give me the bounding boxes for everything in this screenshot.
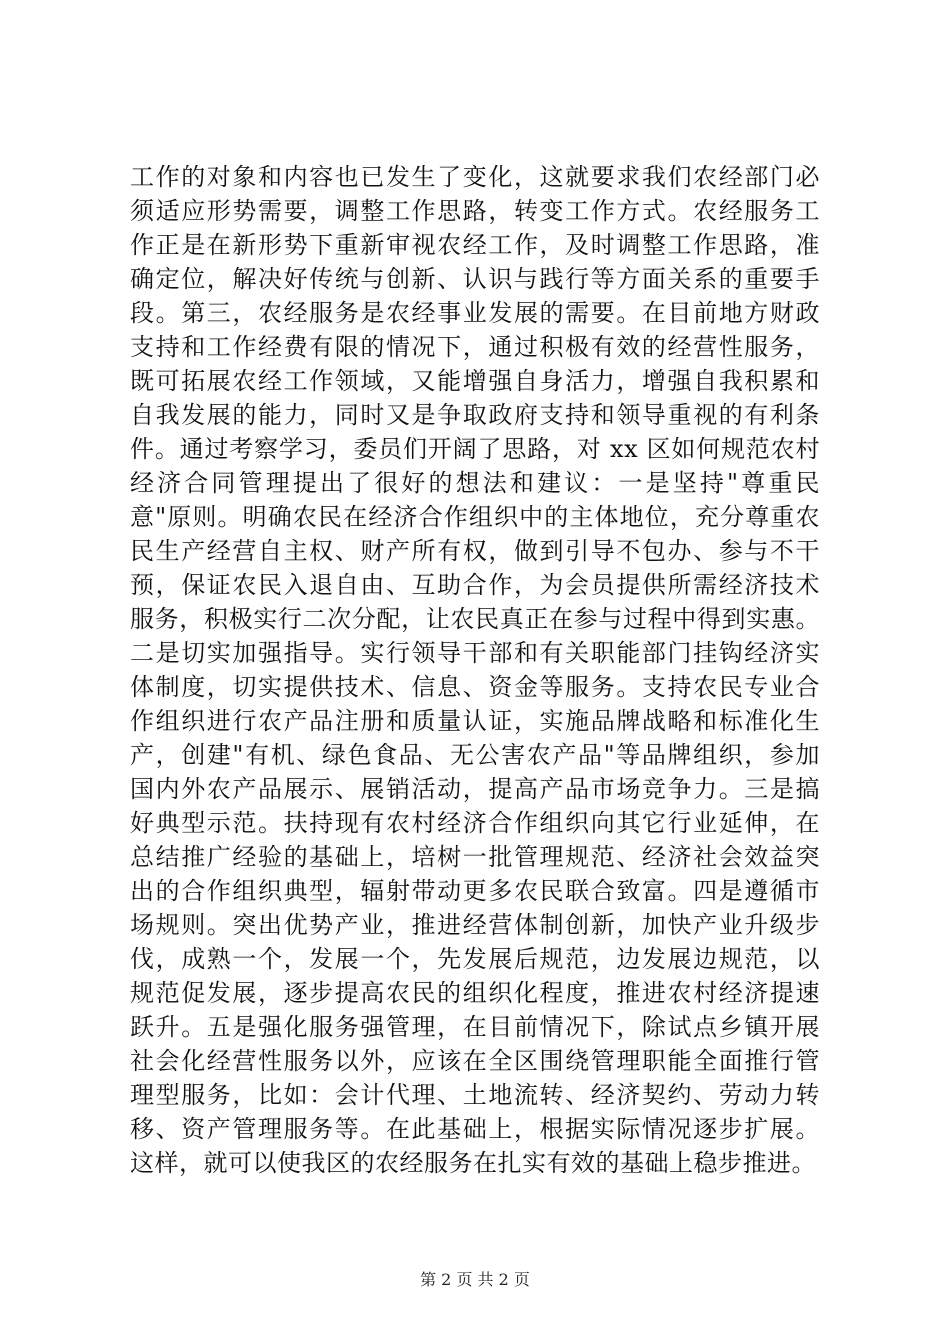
- text-line: 作正是在新形势下重新审视农经工作，及时调整工作思路，准: [130, 231, 820, 259]
- text-line: 预，保证农民入退自由、互助合作，为会员提供所需经济技术: [130, 571, 820, 599]
- text-line: 规范促发展，逐步提高农民的组织化程度，推进农村经济提速: [130, 979, 820, 1007]
- text-line: 场规则。突出优势产业，推进经营体制创新，加快产业升级步: [130, 911, 820, 939]
- text-line: 既可拓展农经工作领域，又能增强自身活力，增强自我积累和: [130, 367, 820, 395]
- text-line: 段。第三，农经服务是农经事业发展的需要。在目前地方财政: [130, 299, 820, 327]
- text-line: 体制度，切实提供技术、信息、资金等服务。支持农民专业合: [130, 673, 820, 701]
- text-line: 好典型示范。扶持现有农村经济合作组织向其它行业延伸，在: [130, 809, 820, 837]
- text-line: 工作的对象和内容也已发生了变化，这就要求我们农经部门必: [130, 163, 820, 191]
- text-line: 这样，就可以使我区的农经服务在扎实有效的基础上稳步推进。: [130, 1149, 816, 1177]
- text-line: 民生产经营自主权、财产所有权，做到引导不包办、参与不干: [130, 537, 820, 565]
- page-footer: [0, 1270, 950, 1290]
- text-line: 出的合作组织典型，辐射带动更多农民联合致富。四是遵循市: [130, 877, 820, 905]
- text-line: 理型服务，比如：会计代理、土地流转、经济契约、劳动力转: [130, 1081, 820, 1109]
- body-text: [130, 160, 820, 1180]
- text-line: 须适应形势需要，调整工作思路，转变工作方式。农经服务工: [130, 197, 820, 225]
- text-line: 支持和工作经费有限的情况下，通过积极有效的经营性服务，: [130, 333, 820, 361]
- text-line: 意"原则。明确农民在经济合作组织中的主体地位，充分尊重农: [130, 503, 820, 531]
- text-line: 经济合同管理提出了很好的想法和建议：一是坚持"尊重民: [130, 469, 820, 497]
- page-number-label: 第 2 页 共 2 页: [420, 1270, 530, 1289]
- text-line: 件。通过考察学习，委员们开阔了思路，对 xx 区如何规范农村: [130, 435, 820, 463]
- text-line: 二是切实加强指导。实行领导干部和有关职能部门挂钩经济实: [130, 639, 820, 667]
- text-line: 自我发展的能力，同时又是争取政府支持和领导重视的有利条: [130, 401, 820, 429]
- text-line: 作组织进行农产品注册和质量认证，实施品牌战略和标准化生: [130, 707, 820, 735]
- text-line: 社会化经营性服务以外，应该在全区围绕管理职能全面推行管: [130, 1047, 820, 1075]
- text-line: 产，创建"有机、绿色食品、无公害农产品"等品牌组织，参加: [130, 741, 820, 769]
- text-line: 确定位，解决好传统与创新、认识与践行等方面关系的重要手: [130, 265, 820, 293]
- text-line: 服务，积极实行二次分配，让农民真正在参与过程中得到实惠。: [130, 605, 820, 633]
- text-line: 跃升。五是强化服务强管理，在目前情况下，除试点乡镇开展: [130, 1013, 820, 1041]
- text-line: 国内外农产品展示、展销活动，提高产品市场竞争力。三是搞: [130, 775, 820, 803]
- text-line: 伐，成熟一个，发展一个，先发展后规范，边发展边规范，以: [130, 945, 820, 973]
- text-line: 总结推广经验的基础上，培树一批管理规范、经济社会效益突: [130, 843, 820, 871]
- text-line: 移、资产管理服务等。在此基础上，根据实际情况逐步扩展。: [130, 1115, 820, 1143]
